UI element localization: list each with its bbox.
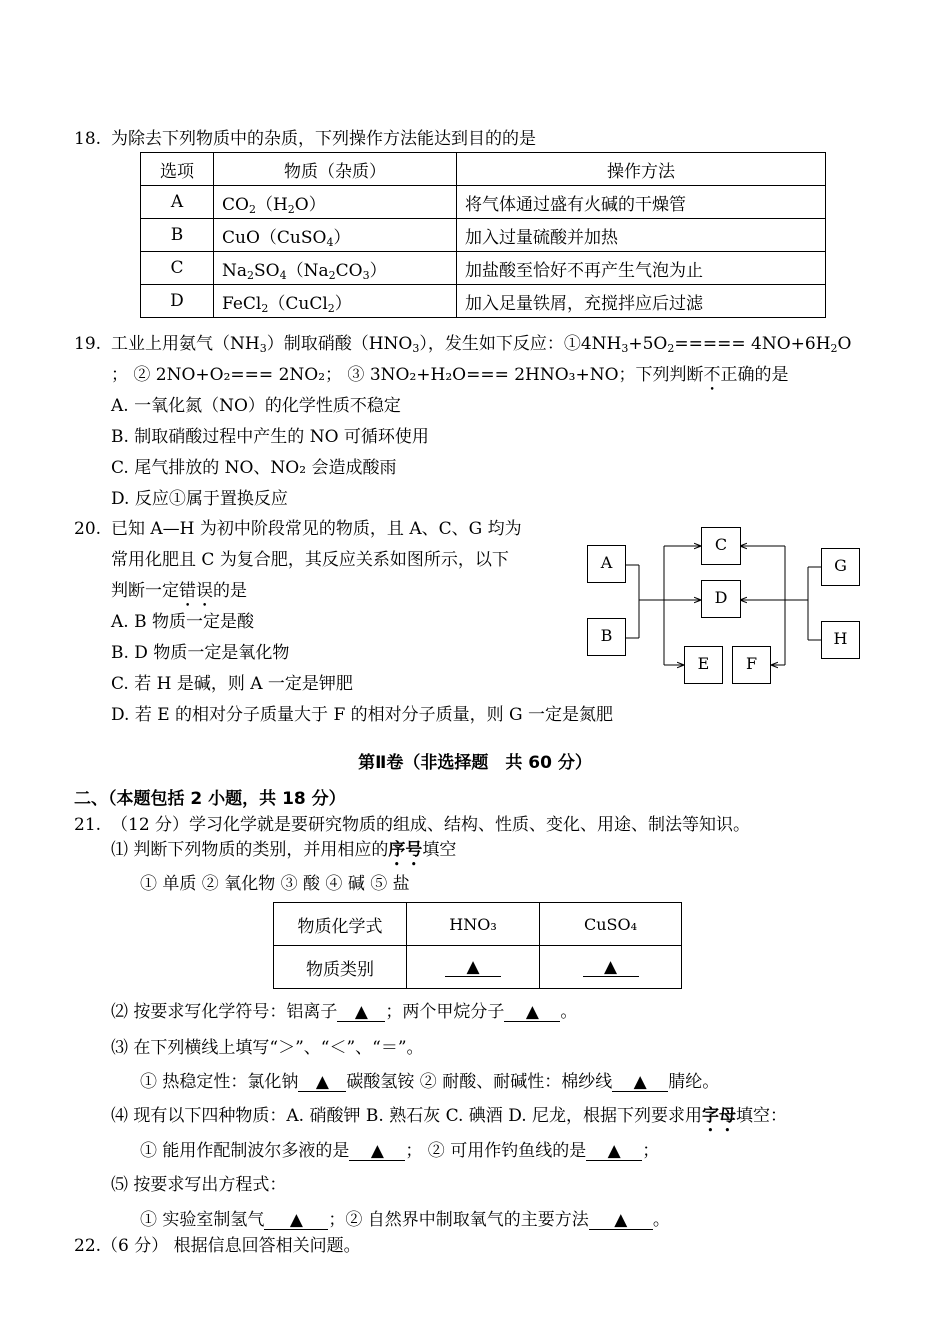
- q19-line2: [111, 364, 789, 395]
- answer-cell[interactable]: [540, 946, 682, 989]
- node-a: A: [587, 545, 626, 583]
- emphasis-text: 字母: [702, 1106, 737, 1126]
- answer-blank[interactable]: ▲: [337, 1003, 385, 1022]
- node-b: B: [587, 618, 626, 656]
- table-header: 物质化学式: [274, 903, 407, 946]
- q21-text: ① 能用作配制波尔多液的是: [140, 1141, 350, 1161]
- q20-option-a: A. B 物质一定是酸: [111, 612, 254, 632]
- q20-text: 判断一定: [111, 581, 179, 601]
- table-row: [141, 252, 826, 285]
- q20-line3: [111, 580, 247, 611]
- q21-text: ⑷ 现有以下四种物质：A. 硝酸钾 B. 熟石灰 C. 碘酒 D. 尼龙，根据下列要求用: [111, 1106, 703, 1126]
- q20-line1: 已知 A—H 为初中阶段常见的物质，且 A、C、G 均为: [111, 519, 522, 539]
- option-cell: A: [141, 186, 214, 219]
- node-h: H: [821, 621, 860, 659]
- q19-text: 正确的是: [720, 365, 789, 385]
- q19-number: 19.: [74, 334, 102, 354]
- q20-line2: 常用化肥且 C 为复合肥，其反应关系如图所示，以下: [111, 550, 509, 570]
- substance-cell: CuO（CuSO$_4$）: [214, 219, 457, 252]
- q19-text: ）制取硝酸（HNO: [266, 334, 413, 354]
- q19-text: +5O: [628, 334, 668, 354]
- substance-cell: FeCl$_2$（CuCl$_2$）: [214, 285, 457, 318]
- q21-number: 21.: [74, 815, 102, 835]
- answer-blank[interactable]: ▲: [298, 1073, 346, 1092]
- emphasis-text: 序号: [388, 840, 423, 860]
- substance-cell: $Na_2SO_4(Na_2CO_3)$: [214, 252, 457, 285]
- part2-title: 第Ⅱ卷（非选择题 共 60 分）: [358, 753, 592, 773]
- answer-cell[interactable]: [407, 946, 540, 989]
- section-heading: 二、（本题包括 2 小题，共 18 分）: [74, 789, 346, 809]
- answer-blank[interactable]: ▲: [586, 1142, 642, 1161]
- table-row: [274, 903, 682, 946]
- table-row: [141, 219, 826, 252]
- q21-stem: （12 分）学习化学就是要研究物质的组成、结构、性质、变化、用途、制法等知识。: [111, 815, 751, 835]
- emphasis-text: 错误: [179, 581, 213, 601]
- answer-blank[interactable]: ▲: [589, 1211, 653, 1230]
- method-cell: 加入过量硫酸并加热: [457, 219, 826, 252]
- q21-text: ；两个甲烷分子: [385, 1002, 505, 1022]
- q21-text: 填空：: [736, 1106, 788, 1126]
- q21-part5: ⑸ 按要求写出方程式：: [111, 1175, 287, 1195]
- q21-text: 碳酸氢铵 ② 耐酸、耐碱性：棉纱线: [346, 1072, 613, 1092]
- row-label: 物质类别: [274, 946, 407, 989]
- answer-blank[interactable]: ▲: [264, 1211, 328, 1230]
- q21-part4-items: [140, 1140, 659, 1162]
- q21-part2: [111, 1001, 577, 1023]
- table-header: HNO₃: [407, 903, 540, 946]
- table-row: [274, 946, 682, 989]
- table-row: [141, 186, 826, 219]
- q19-text: ===== 4NO+6H: [674, 334, 831, 354]
- q21-part3-items: [140, 1071, 719, 1093]
- q21-text: ① 热稳定性：氯化钠: [140, 1072, 299, 1092]
- method-cell: 将气体通过盛有火碱的干燥管: [457, 186, 826, 219]
- q19-text: ； ② 2NO+O₂=== 2NO₂； ③ 3NO₂+H₂O=== 2HNO₃+NO；下列判断: [111, 365, 704, 385]
- substance-cell: $CO_2(H_2O)$: [214, 186, 457, 219]
- q19-text: 工业上用氨气（NH: [111, 334, 260, 354]
- node-d: D: [701, 580, 741, 618]
- q21-text: 。: [560, 1002, 578, 1022]
- q19-option-c: C. 尾气排放的 NO、NO₂ 会造成酸雨: [111, 458, 397, 478]
- q21-text: 填空: [422, 840, 457, 860]
- answer-blank[interactable]: ▲: [504, 1003, 560, 1022]
- answer-blank[interactable]: ▲: [612, 1073, 668, 1092]
- q18-stem: 为除去下列物质中的杂质，下列操作方法能达到目的的是: [111, 129, 536, 149]
- q18-number: 18.: [74, 129, 102, 149]
- table-header: CuSO₄: [540, 903, 682, 946]
- q18-table: [140, 152, 826, 318]
- answer-blank[interactable]: ▲: [583, 958, 639, 977]
- q21-text: ； ② 可用作钓鱼线的是: [405, 1141, 587, 1161]
- table-header: 操作方法: [457, 153, 826, 186]
- table-header: 选项: [141, 153, 214, 186]
- q21-part3: ⑶ 在下列横线上填写“＞”、“＜”、“＝”。: [111, 1038, 424, 1058]
- q20-option-c: C. 若 H 是碱，则 A 一定是钾肥: [111, 674, 353, 694]
- option-cell: D: [141, 285, 214, 318]
- node-e: E: [684, 646, 723, 684]
- q19-option-a: A. 一氧化氮（NO）的化学性质不稳定: [111, 396, 401, 416]
- q21-table: [273, 902, 682, 989]
- q21-text: ；② 自然界中制取氧气的主要方法: [328, 1210, 589, 1230]
- q19-text: ），发生如下反应：①4NH: [419, 334, 622, 354]
- method-cell: 加盐酸至恰好不再产生气泡为止: [457, 252, 826, 285]
- answer-blank[interactable]: ▲: [445, 958, 501, 977]
- q21-text: ；: [642, 1141, 660, 1161]
- node-g: G: [821, 548, 860, 586]
- emphasis-text: 不: [703, 365, 721, 385]
- table-row: [141, 285, 826, 318]
- q19-line1: 工业上用氨气$(NH_3)$制取硝酸$(HNO_3)$，发生如下反应：$①4NH_3+5O_2===== 4NO+6H_2O$: [111, 334, 852, 355]
- q21-part5-items: [140, 1209, 670, 1231]
- q21-text: 腈纶。: [668, 1072, 720, 1092]
- q19-option-d: D. 反应①属于置换反应: [111, 489, 288, 509]
- method-cell: 加入足量铁屑，充搅拌应后过滤: [457, 285, 826, 318]
- q20-number: 20.: [74, 519, 102, 539]
- q21-part4: [111, 1105, 787, 1136]
- node-f: F: [732, 646, 771, 684]
- q21-text: ① 实验室制氢气: [140, 1210, 265, 1230]
- q19-option-b: B. 制取硝酸过程中产生的 NO 可循环使用: [111, 427, 429, 447]
- q20-text: 的是: [213, 581, 247, 601]
- option-cell: C: [141, 252, 214, 285]
- table-header: 物质（杂质）: [214, 153, 457, 186]
- q20-option-d: D. 若 E 的相对分子质量大于 F 的相对分子质量，则 G 一定是氮肥: [111, 705, 614, 725]
- table-header-row: [141, 153, 826, 186]
- category-list: ① 单质 ② 氧化物 ③ 酸 ④ 碱 ⑤ 盐: [140, 874, 410, 894]
- answer-blank[interactable]: ▲: [349, 1142, 405, 1161]
- q21-part1: [111, 839, 456, 870]
- q20-option-b: B. D 物质一定是氧化物: [111, 643, 290, 663]
- q19-text: O: [837, 334, 852, 354]
- option-cell: B: [141, 219, 214, 252]
- q21-text: ⑴ 判断下列物质的类别，并用相应的: [111, 840, 389, 860]
- q21-text: ⑵ 按要求写化学符号：铝离子: [111, 1002, 338, 1022]
- q21-text: 。: [652, 1210, 670, 1230]
- q22-stem: 22.（6 分） 根据信息回答相关问题。: [74, 1236, 361, 1256]
- node-c: C: [701, 527, 741, 565]
